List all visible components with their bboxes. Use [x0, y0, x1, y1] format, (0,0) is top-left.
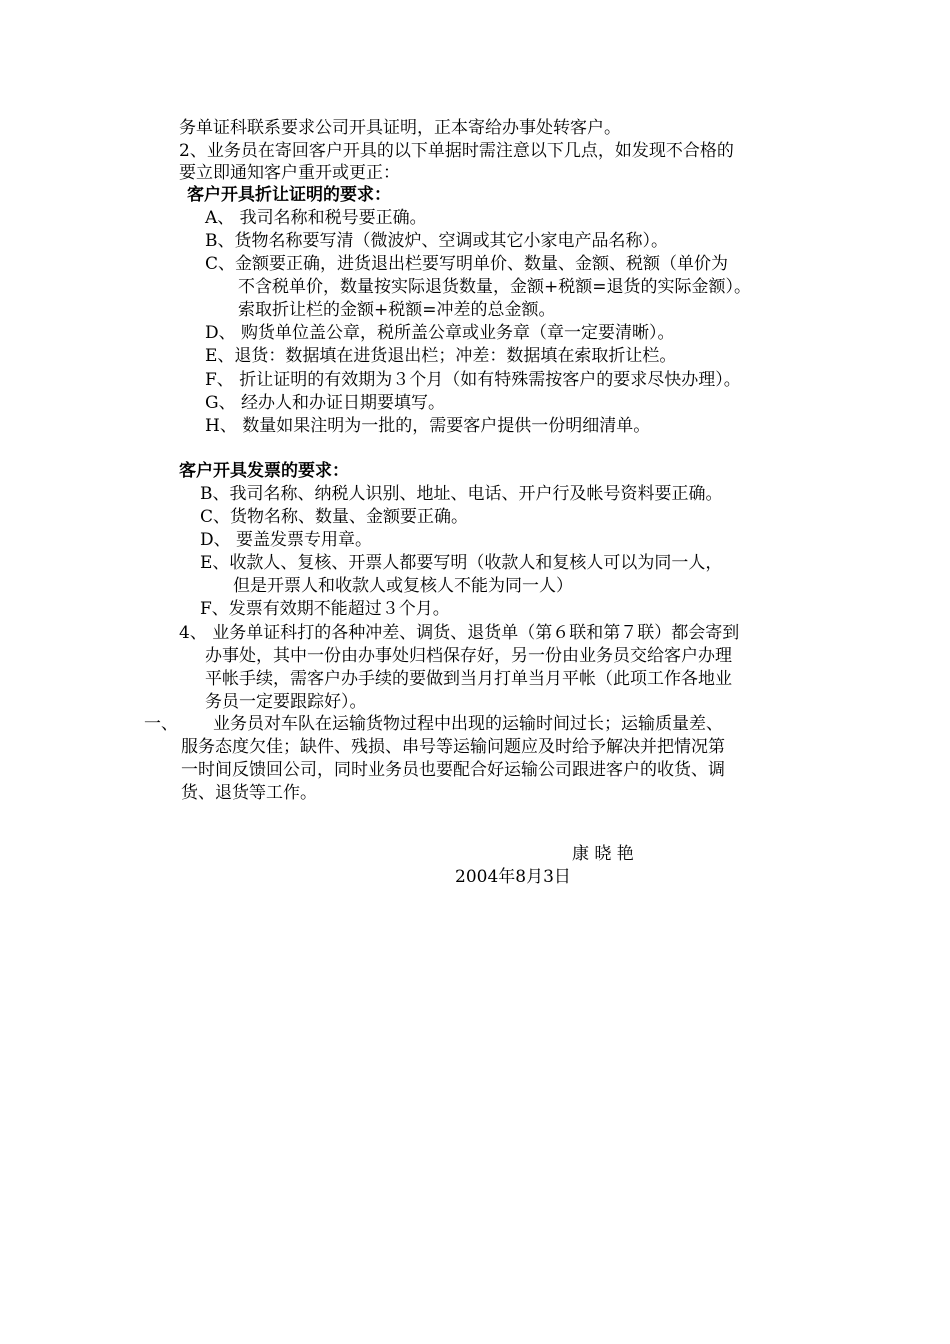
invoice-item-c: C、货物名称、数量、金额要正确。 [200, 507, 469, 527]
section-one-line-1: 业务员对车队在运输货物过程中出现的运输时间过长；运输质量差、 [213, 714, 723, 734]
item-2-line-1: 2、业务员在寄回客户开具的以下单据时需注意以下几点，如发现不合格的 [179, 141, 734, 161]
item-4-line-2: 办事处，其中一份由办事处归档保存好，另一份由业务员交给客户办理 [205, 646, 732, 666]
discount-item-h: H、 数量如果注明为一批的，需要客户提供一份明细清单。 [205, 416, 651, 436]
discount-item-g: G、 经办人和办证日期要填写。 [205, 393, 445, 413]
item-4-line-3: 平帐手续，需客户办手续的要做到当月打单当月平帐（此项工作各地业 [205, 669, 732, 689]
discount-item-d: D、 购货单位盖公章，税所盖公章或业务章（章一定要清晰）。 [205, 323, 675, 343]
discount-item-c-line-2: 不含税单价，数量按实际退货数量，金额+税额=退货的实际金额）。 [238, 277, 751, 297]
item-2-line-2: 要立即通知客户重开或更正： [179, 163, 400, 183]
discount-item-c-line-3: 索取折让栏的金额+税额=冲差的总金额。 [238, 300, 556, 320]
discount-item-e: E、退货：数据填在进货退出栏；冲差：数据填在索取折让栏。 [205, 346, 677, 366]
section-one-line-3: 一时间反馈回公司，同时业务员也要配合好运输公司跟进客户的收货、调 [181, 760, 725, 780]
invoice-heading: 客户开具发票的要求： [179, 461, 349, 481]
section-one-line-4: 货、退货等工作。 [181, 783, 317, 803]
signature-name: 康 晓 艳 [572, 844, 634, 864]
section-one-number: 一、 [144, 714, 178, 734]
invoice-item-d: D、 要盖发票专用章。 [200, 530, 373, 550]
section-one-line-2: 服务态度欠佳；缺件、残损、串号等运输问题应及时给予解决并把情况第 [181, 737, 725, 757]
discount-item-b: B、货物名称要写清（微波炉、空调或其它小家电产品名称）。 [205, 231, 668, 251]
discount-item-f: F、 折让证明的有效期为３个月（如有特殊需按客户的要求尽快办理）。 [205, 370, 741, 390]
intro-continuation-line: 务单证科联系要求公司开具证明，正本寄给办事处转客户。 [179, 118, 621, 138]
item-4-line-4: 务员一定要跟踪好）。 [205, 692, 367, 712]
invoice-item-b: B、我司名称、纳税人识别、地址、电话、开户行及帐号资料要正确。 [200, 484, 723, 504]
invoice-item-e-line-2: 但是开票人和收款人或复核人不能为同一人） [233, 576, 573, 596]
discount-item-c-line-1: C、金额要正确，进货退出栏要写明单价、数量、金额、税额（单价为 [205, 254, 729, 274]
invoice-item-e-line-1: E、收款人、复核、开票人都要写明（收款人和复核人可以为同一人， [200, 553, 723, 573]
signature-date: 2004年8月3日 [455, 867, 571, 887]
discount-certificate-heading: 客户开具折让证明的要求： [187, 185, 391, 205]
discount-item-a: A、 我司名称和税号要正确。 [205, 208, 427, 228]
invoice-item-f: F、发票有效期不能超过３个月。 [200, 599, 450, 619]
item-4-line-1: 4、 业务单证科打的各种冲差、调货、退货单（第６联和第７联）都会寄到 [179, 623, 740, 643]
